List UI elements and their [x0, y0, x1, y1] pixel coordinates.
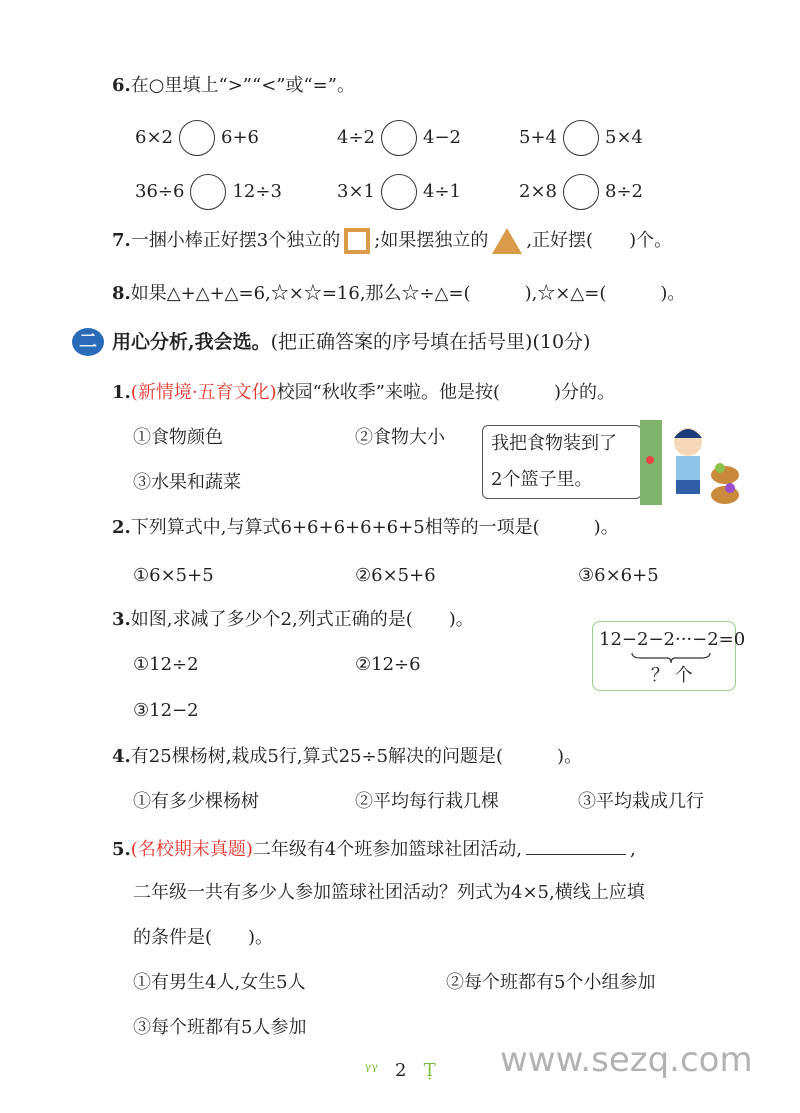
- section-badge: 二: [72, 328, 104, 356]
- s1-option-2: ②食物大小: [355, 427, 445, 448]
- s4-number: 4.: [112, 746, 131, 767]
- s5-number: 5.: [112, 839, 131, 860]
- s5-text-2: 二年级一共有多少人参加篮球社团活动？列式为4×5,横线上应填: [133, 882, 645, 903]
- s2-option-3: ③6×6+5: [578, 565, 659, 586]
- q8: [112, 282, 685, 306]
- compare-item: [337, 174, 461, 210]
- answer-circle[interactable]: [381, 120, 417, 156]
- answer-circle[interactable]: [563, 120, 599, 156]
- formula-note: ？ 个: [651, 665, 693, 686]
- q7: [112, 228, 672, 254]
- q7-text-a: 一捆小棒正好摆3个独立的: [130, 230, 341, 251]
- q7-text-c: ,正好摆( )个。: [526, 230, 673, 251]
- left-expression: 3×1: [337, 181, 375, 202]
- s1: [112, 381, 615, 405]
- s1-text: 校园“秋收季”来啦。他是按( )分的。: [276, 382, 616, 403]
- q7-number: 7.: [112, 230, 131, 251]
- sprout-icon: Ṭ: [423, 1060, 436, 1081]
- bubble-line-1: 我把食物装到了: [491, 433, 617, 454]
- q8-text: 如果△+△+△=6,☆×☆=16,那么☆÷△=( ),☆×△=( )。: [130, 283, 686, 304]
- right-expression: 5×4: [605, 127, 643, 148]
- right-expression: 4−2: [423, 127, 461, 148]
- left-expression: 6×2: [135, 127, 173, 148]
- s3-option-1: ①12÷2: [133, 654, 199, 675]
- s5-option-3: ③每个班都有5人参加: [133, 1017, 307, 1038]
- q6-text: 在○里填上“>”“<”或“=”。: [130, 75, 355, 96]
- section-title: 用心分析,我会选。: [112, 331, 271, 353]
- right-expression: 12÷3: [232, 181, 282, 202]
- s3-text: 如图,求减了多少个2,列式正确的是( )。: [130, 609, 474, 630]
- bubble-line-2: 2个篮子里。: [491, 469, 593, 490]
- left-expression: 4÷2: [337, 127, 375, 148]
- right-expression: 8÷2: [605, 181, 643, 202]
- right-expression: 6+6: [221, 127, 259, 148]
- s5-tag: (名校期末真题): [130, 839, 253, 860]
- s2-text: 下列算式中,与算式6+6+6+6+6+5相等的一项是( )。: [130, 517, 619, 538]
- q7-text-b: ;如果摆独立的: [374, 230, 489, 251]
- triangle-sticks-icon: [492, 228, 522, 254]
- q6-prompt: [112, 74, 355, 98]
- left-expression: 2×8: [519, 181, 557, 202]
- answer-circle[interactable]: [179, 120, 215, 156]
- s1-tag: (新情境·五育文化): [130, 382, 277, 403]
- sprout-icon: ᵞᵞ: [364, 1060, 378, 1081]
- s3-number: 3.: [112, 609, 131, 630]
- s3-option-2: ②12÷6: [355, 654, 421, 675]
- s3: [112, 608, 474, 632]
- compare-item: [519, 120, 643, 156]
- compare-item: [519, 174, 643, 210]
- s4-option-3: ③平均栽成几行: [578, 791, 704, 812]
- s1-option-1: ①食物颜色: [133, 427, 223, 448]
- section-heading: [112, 330, 590, 354]
- answer-circle[interactable]: [190, 174, 226, 210]
- left-expression: 36÷6: [135, 181, 185, 202]
- s4-option-2: ②平均每行栽几棵: [355, 791, 499, 812]
- s3-option-3: ③12−2: [133, 700, 199, 721]
- q8-number: 8.: [112, 283, 131, 304]
- s2-option-1: ①6×5+5: [133, 565, 214, 586]
- speech-bubble: [482, 425, 642, 499]
- square-sticks-icon: [344, 228, 370, 254]
- boy-with-baskets-illustration: [640, 420, 740, 505]
- s2-number: 2.: [112, 517, 131, 538]
- s5: 5.(名校期末真题)二年级有4个班参加篮球社团活动, ,: [112, 836, 636, 862]
- s1-option-3: ③水果和蔬菜: [133, 472, 241, 493]
- left-expression: 5+4: [519, 127, 557, 148]
- formula-text: 12−2−2···−2=0: [599, 629, 746, 650]
- compare-item: [135, 174, 282, 210]
- watermark: www.sezq.com: [500, 1040, 753, 1080]
- s4: [112, 745, 582, 769]
- page-number: 2: [395, 1060, 407, 1081]
- compare-item: [337, 120, 461, 156]
- s5-option-1: ①有男生4人,女生5人: [133, 972, 306, 993]
- s2: [112, 516, 619, 540]
- s4-text: 有25棵杨树,栽成5行,算式25÷5解决的问题是( )。: [130, 746, 583, 767]
- page-footer: [340, 1060, 460, 1081]
- s5-option-2: ②每个班都有5个小组参加: [446, 972, 656, 993]
- answer-blank-line[interactable]: [526, 836, 626, 855]
- s5-text-1: 二年级有4个班参加篮球社团活动,: [252, 839, 523, 860]
- s2-option-2: ②6×5+6: [355, 565, 436, 586]
- answer-circle[interactable]: [563, 174, 599, 210]
- compare-item: [135, 120, 259, 156]
- s4-option-1: ①有多少棵杨树: [133, 791, 259, 812]
- answer-circle[interactable]: [381, 174, 417, 210]
- q6-number: 6.: [112, 75, 131, 96]
- right-expression: 4÷1: [423, 181, 461, 202]
- section-note: (把正确答案的序号填在括号里)(10分): [270, 331, 591, 353]
- s1-number: 1.: [112, 382, 131, 403]
- s5-text-3: 的条件是( )。: [133, 927, 274, 948]
- brace-icon: [631, 652, 711, 664]
- formula-box: [592, 621, 746, 691]
